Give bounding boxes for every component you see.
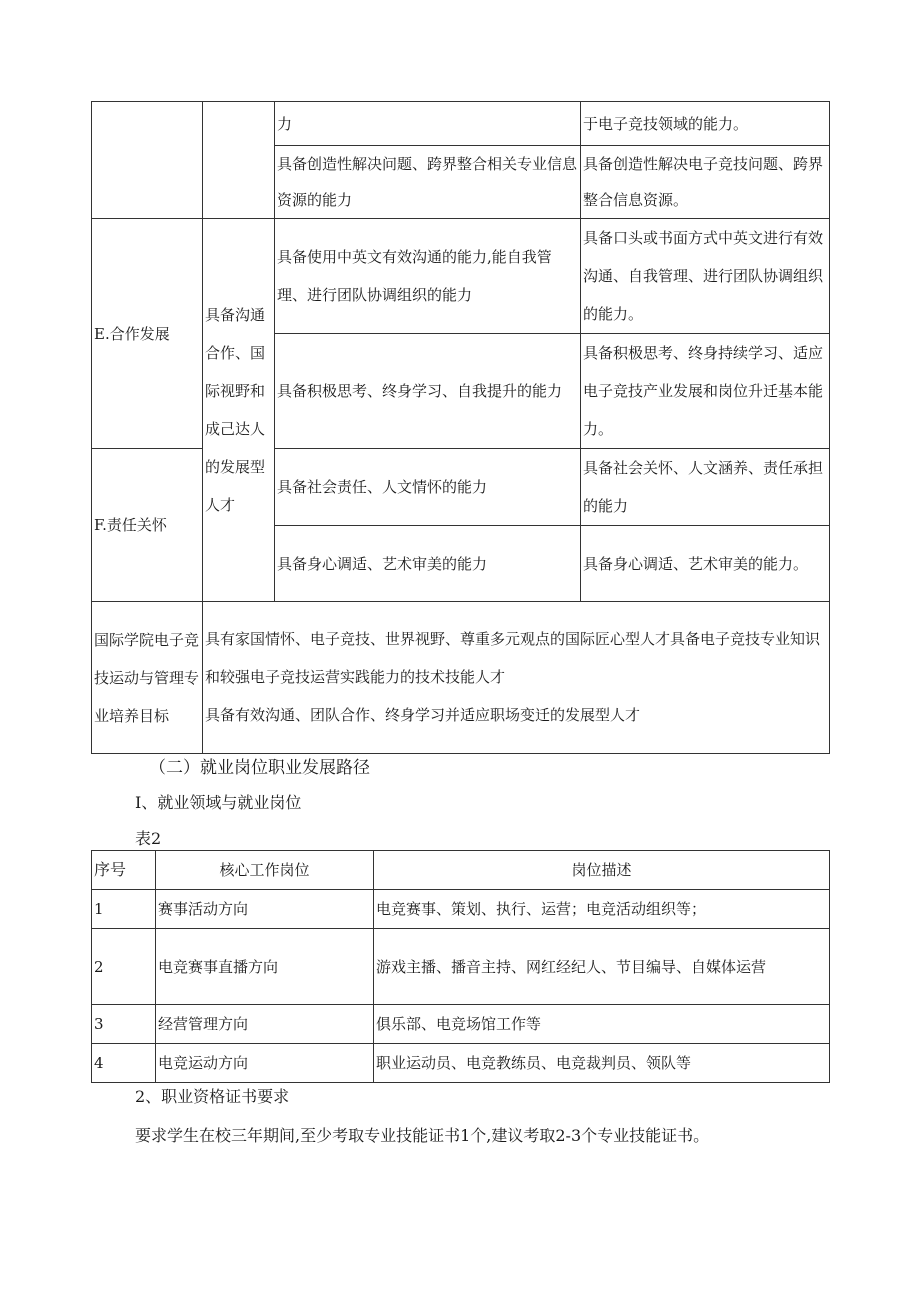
requirement-cell: 具备社会责任、人文情怀的能力 bbox=[275, 449, 581, 526]
requirement-cell: 具备创造性解决问题、跨界整合相关专业信息资源的能力 bbox=[275, 146, 581, 219]
table-cell: 2 bbox=[92, 929, 156, 1005]
specification-cell: 具备社会关怀、人文涵养、责任承担的能力 bbox=[581, 449, 830, 526]
sub-heading: I、就业领域与就业岗位 bbox=[135, 793, 302, 812]
table-caption: 表2 bbox=[135, 829, 162, 848]
merged-goal-cell: 具备沟通合作、国际视野和成己达人的发展型人才 bbox=[203, 219, 275, 602]
goal-content-cell bbox=[203, 602, 830, 754]
category-cell-e: E.合作发展 bbox=[92, 219, 203, 449]
specification-cell: 具备身心调适、艺术审美的能力。 bbox=[581, 526, 830, 602]
header-cell: 岗位描述 bbox=[374, 851, 830, 890]
table-cell: 游戏主播、播音主持、网红经纪人、节目编导、自媒体运营 bbox=[374, 929, 830, 1005]
requirement-cell: 力 bbox=[275, 102, 581, 146]
table-cell: 1 bbox=[92, 890, 156, 929]
specification-cell: 于电子竞技领域的能力。 bbox=[581, 102, 830, 146]
specification-cell: 具备积极思考、终身持续学习、适应电子竞技产业发展和岗位升迁基本能力。 bbox=[581, 334, 830, 449]
sub-heading: 2、职业资格证书要求 bbox=[135, 1087, 290, 1106]
requirement-cell: 具备身心调适、艺术审美的能力 bbox=[275, 526, 581, 602]
goal-cell-empty bbox=[203, 102, 275, 219]
table-cell: 电竞赛事直播方向 bbox=[156, 929, 374, 1005]
certificate-paragraph: 要求学生在校三年期间,至少考取专业技能证书1个,建议考取2-3个专业技能证书。 bbox=[135, 1126, 710, 1145]
section-heading: （二）就业岗位职业发展路径 bbox=[149, 758, 370, 778]
goal-line: 具备有效沟通、团队合作、终身学习并适应职场变迁的发展型人才 bbox=[205, 706, 641, 724]
table-cell: 俱乐部、电竞场馆工作等 bbox=[374, 1005, 830, 1044]
table-cell: 电竞赛事、策划、执行、运营；电竞活动组织等； bbox=[374, 890, 830, 929]
table-cell: 经营管理方向 bbox=[156, 1005, 374, 1044]
training-goal-table bbox=[91, 101, 830, 754]
goal-label-cell: 国际学院电子竞技运动与管理专业培养目标 bbox=[92, 602, 203, 754]
table-cell: 4 bbox=[92, 1044, 156, 1083]
requirement-cell: 具备使用中英文有效沟通的能力,能自我管理、进行团队协调组织的能力 bbox=[275, 219, 581, 334]
table-cell: 3 bbox=[92, 1005, 156, 1044]
table-cell: 电竞运动方向 bbox=[156, 1044, 374, 1083]
specification-cell: 具备口头或书面方式中英文进行有效沟通、自我管理、进行团队协调组织的能力。 bbox=[581, 219, 830, 334]
requirement-cell: 具备积极思考、终身学习、自我提升的能力 bbox=[275, 334, 581, 449]
table-cell: 职业运动员、电竞教练员、电竞裁判员、领队等 bbox=[374, 1044, 830, 1083]
header-cell: 序号 bbox=[92, 851, 156, 890]
header-cell: 核心工作岗位 bbox=[156, 851, 374, 890]
table-cell: 赛事活动方向 bbox=[156, 890, 374, 929]
goal-line: 具有家国情怀、电子竞技、世界视野、尊重多元观点的国际匠心型人才具备电子竞技专业知识和较强电子竞技运营实践能力的技术技能人才 bbox=[205, 630, 821, 686]
category-cell-f: F.责任关怀 bbox=[92, 449, 203, 602]
category-cell-empty bbox=[92, 102, 203, 219]
job-positions-table bbox=[91, 850, 830, 1083]
specification-cell: 具备创造性解决电子竞技问题、跨界整合信息资源。 bbox=[581, 146, 830, 219]
